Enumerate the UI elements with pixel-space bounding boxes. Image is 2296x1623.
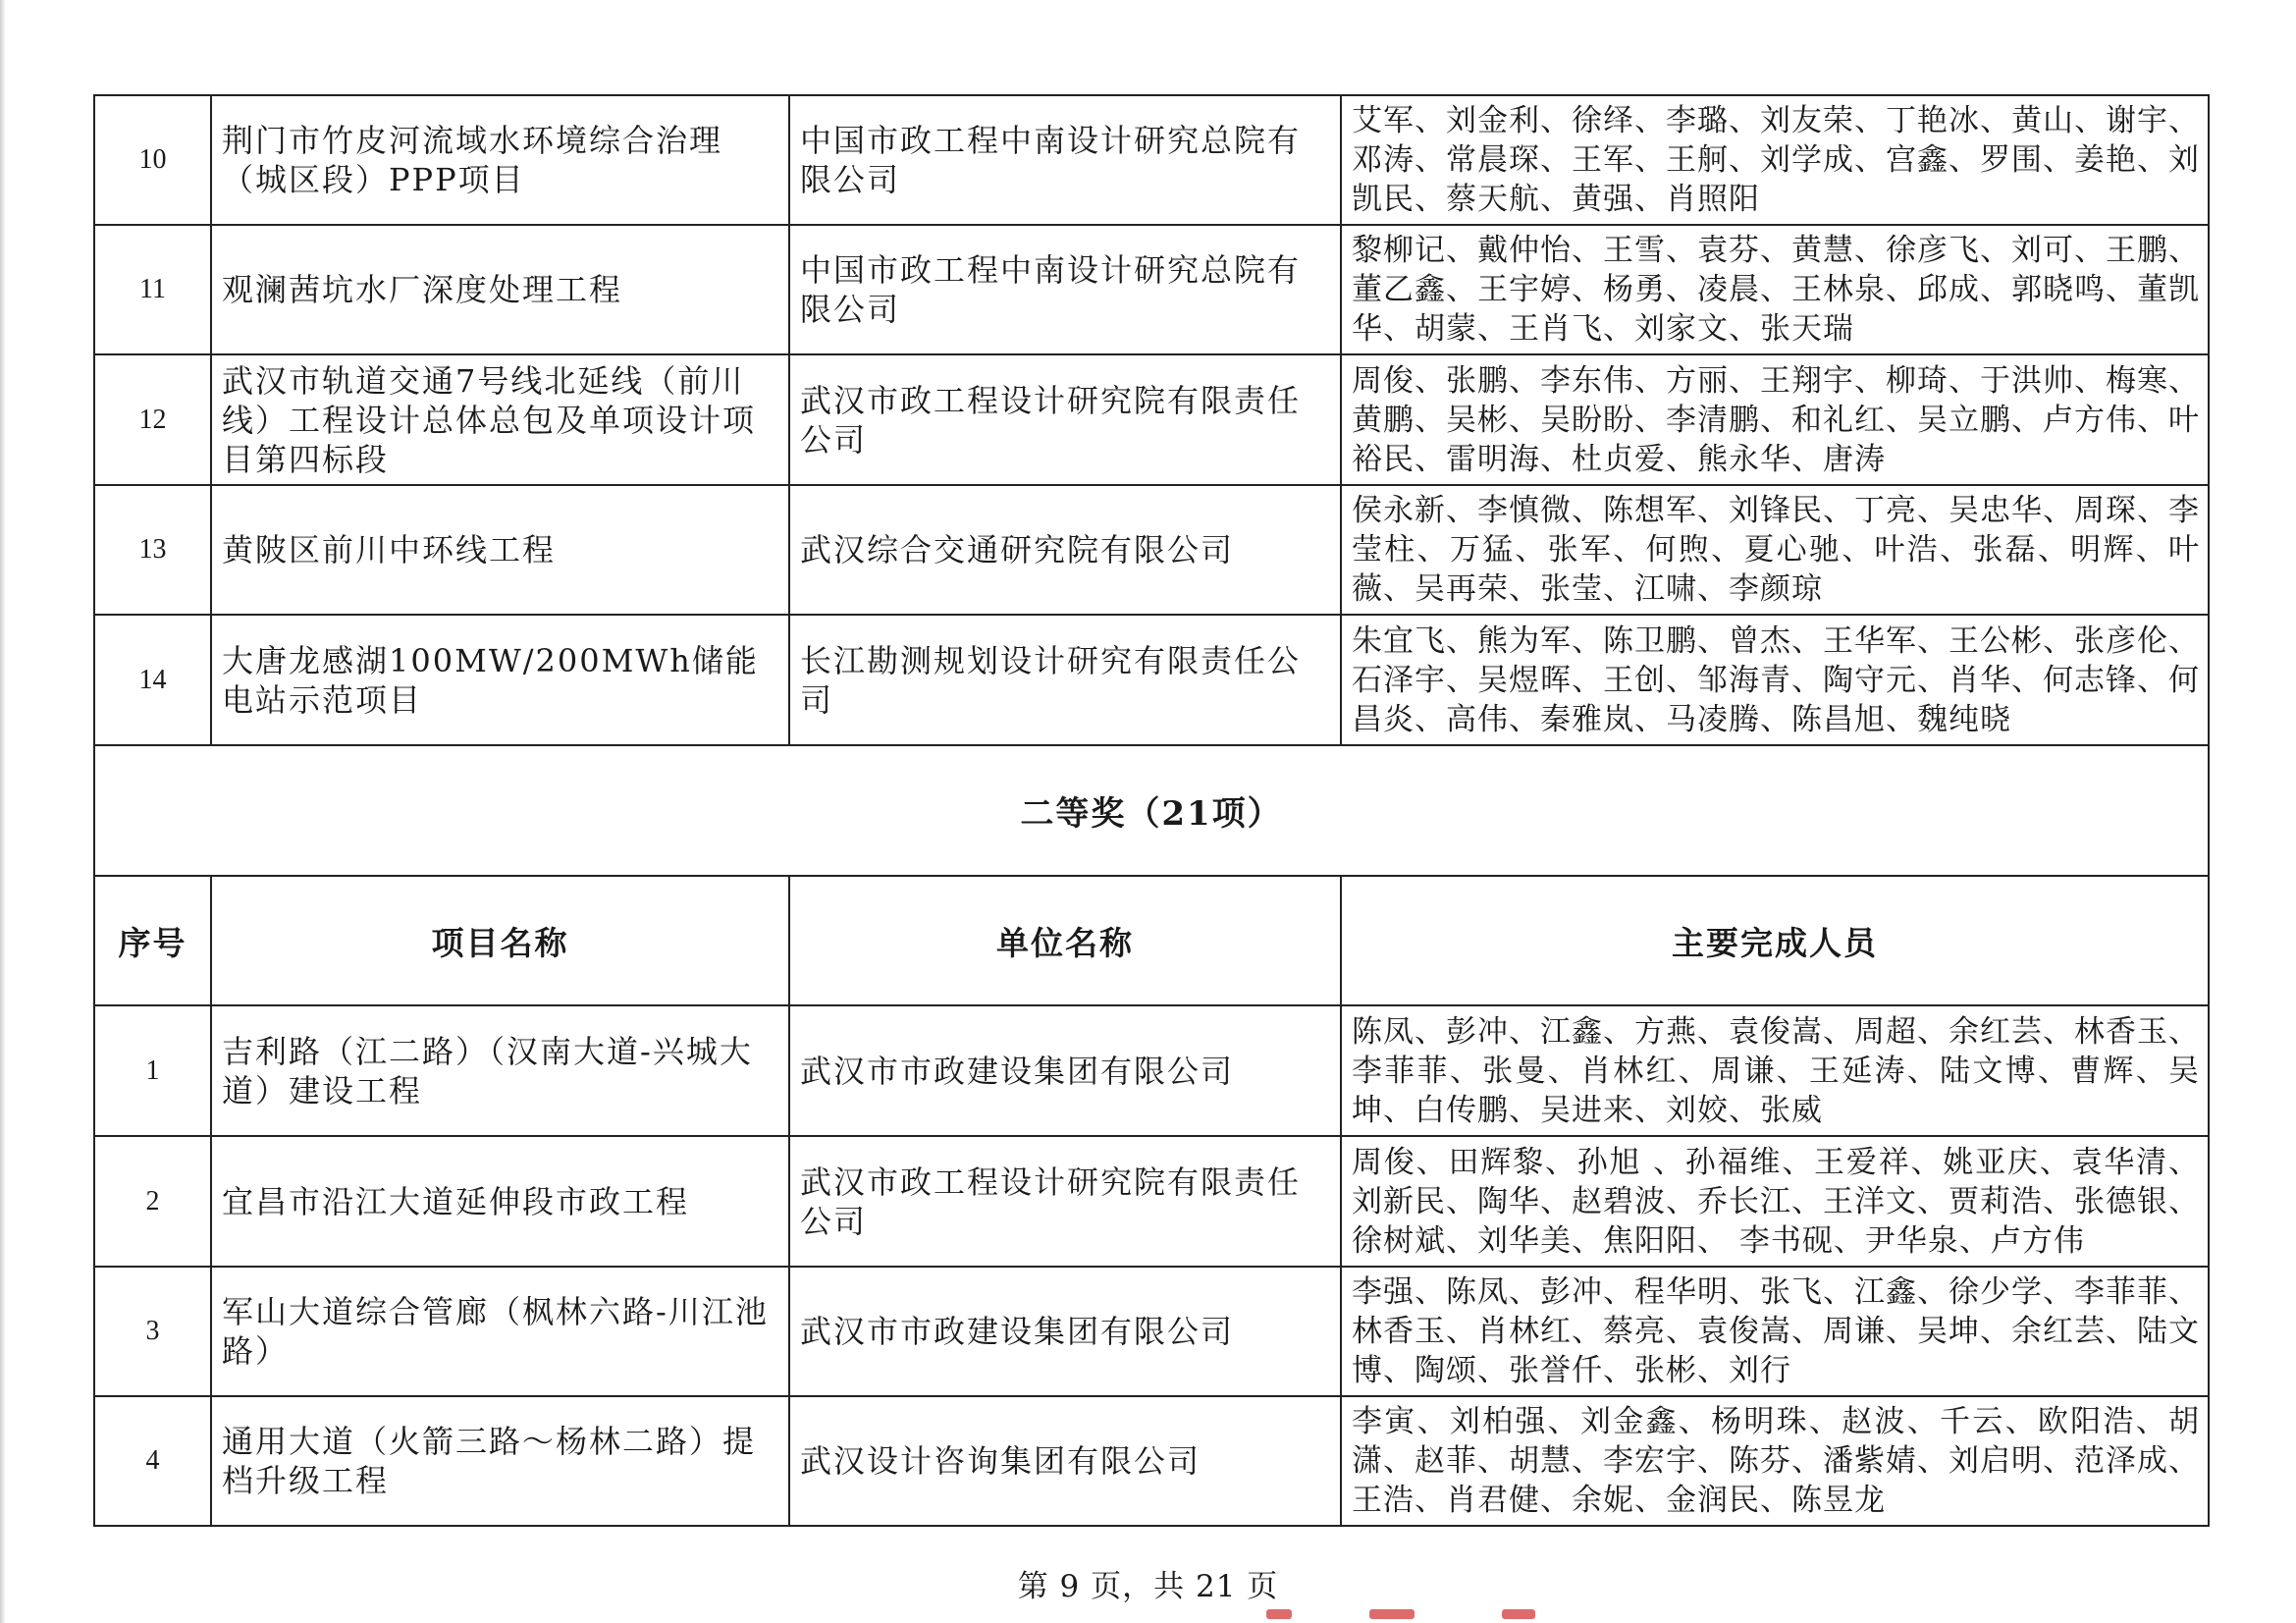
table-row [94, 615, 2209, 745]
project-name: 观澜茜坑水厂深度处理工程 [211, 225, 789, 354]
row-index: 1 [94, 1005, 211, 1136]
row-index: 3 [94, 1267, 211, 1396]
row-index: 14 [94, 615, 211, 745]
header-project: 项目名称 [211, 876, 789, 1005]
row-index: 10 [94, 95, 211, 225]
main-members: 周俊、张鹏、李东伟、方丽、王翔宇、柳琦、于洪帅、梅寒、黄鹏、吴彬、吴盼盼、李清鹏、和礼红、吴立鹏、卢方伟、叶裕民、雷明海、杜贞爱、熊永华、唐涛 [1341, 354, 2209, 485]
row-index: 12 [94, 354, 211, 485]
scan-edge [0, 0, 6, 1623]
row-index: 13 [94, 485, 211, 615]
table-row [94, 1396, 2209, 1526]
stamp-fragment [0, 1605, 2296, 1623]
stamp-mark [1502, 1609, 1535, 1619]
project-name: 通用大道（火箭三路～杨林二路）提档升级工程 [211, 1396, 789, 1526]
unit-name: 长江勘测规划设计研究有限责任公司 [789, 615, 1341, 745]
project-name: 黄陂区前川中环线工程 [211, 485, 789, 615]
project-name: 武汉市轨道交通7号线北延线（前川线）工程设计总体总包及单项设计项目第四标段 [211, 354, 789, 485]
unit-name: 中国市政工程中南设计研究总院有限公司 [789, 95, 1341, 225]
unit-name: 武汉市市政建设集团有限公司 [789, 1005, 1341, 1136]
unit-name: 武汉综合交通研究院有限公司 [789, 485, 1341, 615]
stamp-mark [1266, 1609, 1292, 1619]
table-row [94, 1005, 2209, 1136]
header-people: 主要完成人员 [1341, 876, 2209, 1005]
page-footer: 第 9 页，共 21 页 [1017, 1569, 1279, 1604]
stamp-mark [1369, 1609, 1415, 1619]
main-members: 黎柳记、戴仲怡、王雪、袁芬、黄慧、徐彦飞、刘可、王鹏、董乙鑫、王宇婷、杨勇、凌晨、王林泉、邱成、郭晓鸣、董凯华、胡蒙、王肖飞、刘家文、张天瑞 [1341, 225, 2209, 354]
main-members: 李强、陈凤、彭冲、程华明、张飞、江鑫、徐少学、李菲菲、林香玉、肖林红、蔡亮、袁俊嵩、周谦、吴坤、余红芸、陆文博、陶颂、张誉仟、张彬、刘行 [1341, 1267, 2209, 1396]
project-name: 荆门市竹皮河流域水环境综合治理（城区段）PPP项目 [211, 95, 789, 225]
table-row [94, 485, 2209, 615]
main-members: 侯永新、李慎微、陈想军、刘锋民、丁亮、吴忠华、周琛、李莹柱、万猛、张军、何煦、夏心驰、叶浩、张磊、明辉、叶薇、吴再荣、张莹、江啸、李颜琼 [1341, 485, 2209, 615]
table-row [94, 1267, 2209, 1396]
table-row [94, 225, 2209, 354]
awards-table [93, 94, 2210, 1527]
table-row [94, 354, 2209, 485]
row-index: 11 [94, 225, 211, 354]
main-members: 李寅、刘柏强、刘金鑫、杨明珠、赵波、千云、欧阳浩、胡潇、赵菲、胡慧、李宏宇、陈芬、潘紫婧、刘启明、范泽成、王浩、肖君健、余妮、金润民、陈昱龙 [1341, 1396, 2209, 1526]
table-header-row [94, 876, 2209, 1005]
row-index: 4 [94, 1396, 211, 1526]
unit-name: 中国市政工程中南设计研究总院有限公司 [789, 225, 1341, 354]
unit-name: 武汉设计咨询集团有限公司 [789, 1396, 1341, 1526]
project-name: 宜昌市沿江大道延伸段市政工程 [211, 1136, 789, 1267]
header-index: 序号 [94, 876, 211, 1005]
table-row [94, 1136, 2209, 1267]
main-members: 艾军、刘金利、徐绎、李璐、刘友荣、丁艳冰、黄山、谢宇、邓涛、常晨琛、王军、王舸、刘学成、宫鑫、罗围、姜艳、刘凯民、蔡天航、黄强、肖照阳 [1341, 95, 2209, 225]
unit-name: 武汉市市政建设集团有限公司 [789, 1267, 1341, 1396]
main-members: 陈凤、彭冲、江鑫、方燕、袁俊嵩、周超、余红芸、林香玉、李菲菲、张曼、肖林红、周谦、王延涛、陆文博、曹辉、吴坤、白传鹏、吴进来、刘姣、张威 [1341, 1005, 2209, 1136]
unit-name: 武汉市政工程设计研究院有限责任公司 [789, 1136, 1341, 1267]
section-title-row [94, 745, 2209, 876]
project-name: 军山大道综合管廊（枫林六路-川江池路） [211, 1267, 789, 1396]
table-row [94, 95, 2209, 225]
project-name: 大唐龙感湖100MW/200MWh储能电站示范项目 [211, 615, 789, 745]
project-name: 吉利路（江二路）（汉南大道-兴城大道）建设工程 [211, 1005, 789, 1136]
section-title: 二等奖（21项） [94, 745, 2209, 876]
row-index: 2 [94, 1136, 211, 1267]
main-members: 周俊、田辉黎、孙旭 、孙福维、王爱祥、姚亚庆、袁华清、刘新民、陶华、赵碧波、乔长江、王洋文、贾莉浩、张德银、徐树斌、刘华美、焦阳阳、 李书砚、尹华泉、卢方伟 [1341, 1136, 2209, 1267]
unit-name: 武汉市政工程设计研究院有限责任公司 [789, 354, 1341, 485]
main-members: 朱宜飞、熊为军、陈卫鹏、曾杰、王华军、王公彬、张彦伦、石泽宇、吴煜晖、王创、邹海青、陶守元、肖华、何志锋、何昌炎、高伟、秦雅岚、马凌腾、陈昌旭、魏纯晓 [1341, 615, 2209, 745]
header-unit: 单位名称 [789, 876, 1341, 1005]
